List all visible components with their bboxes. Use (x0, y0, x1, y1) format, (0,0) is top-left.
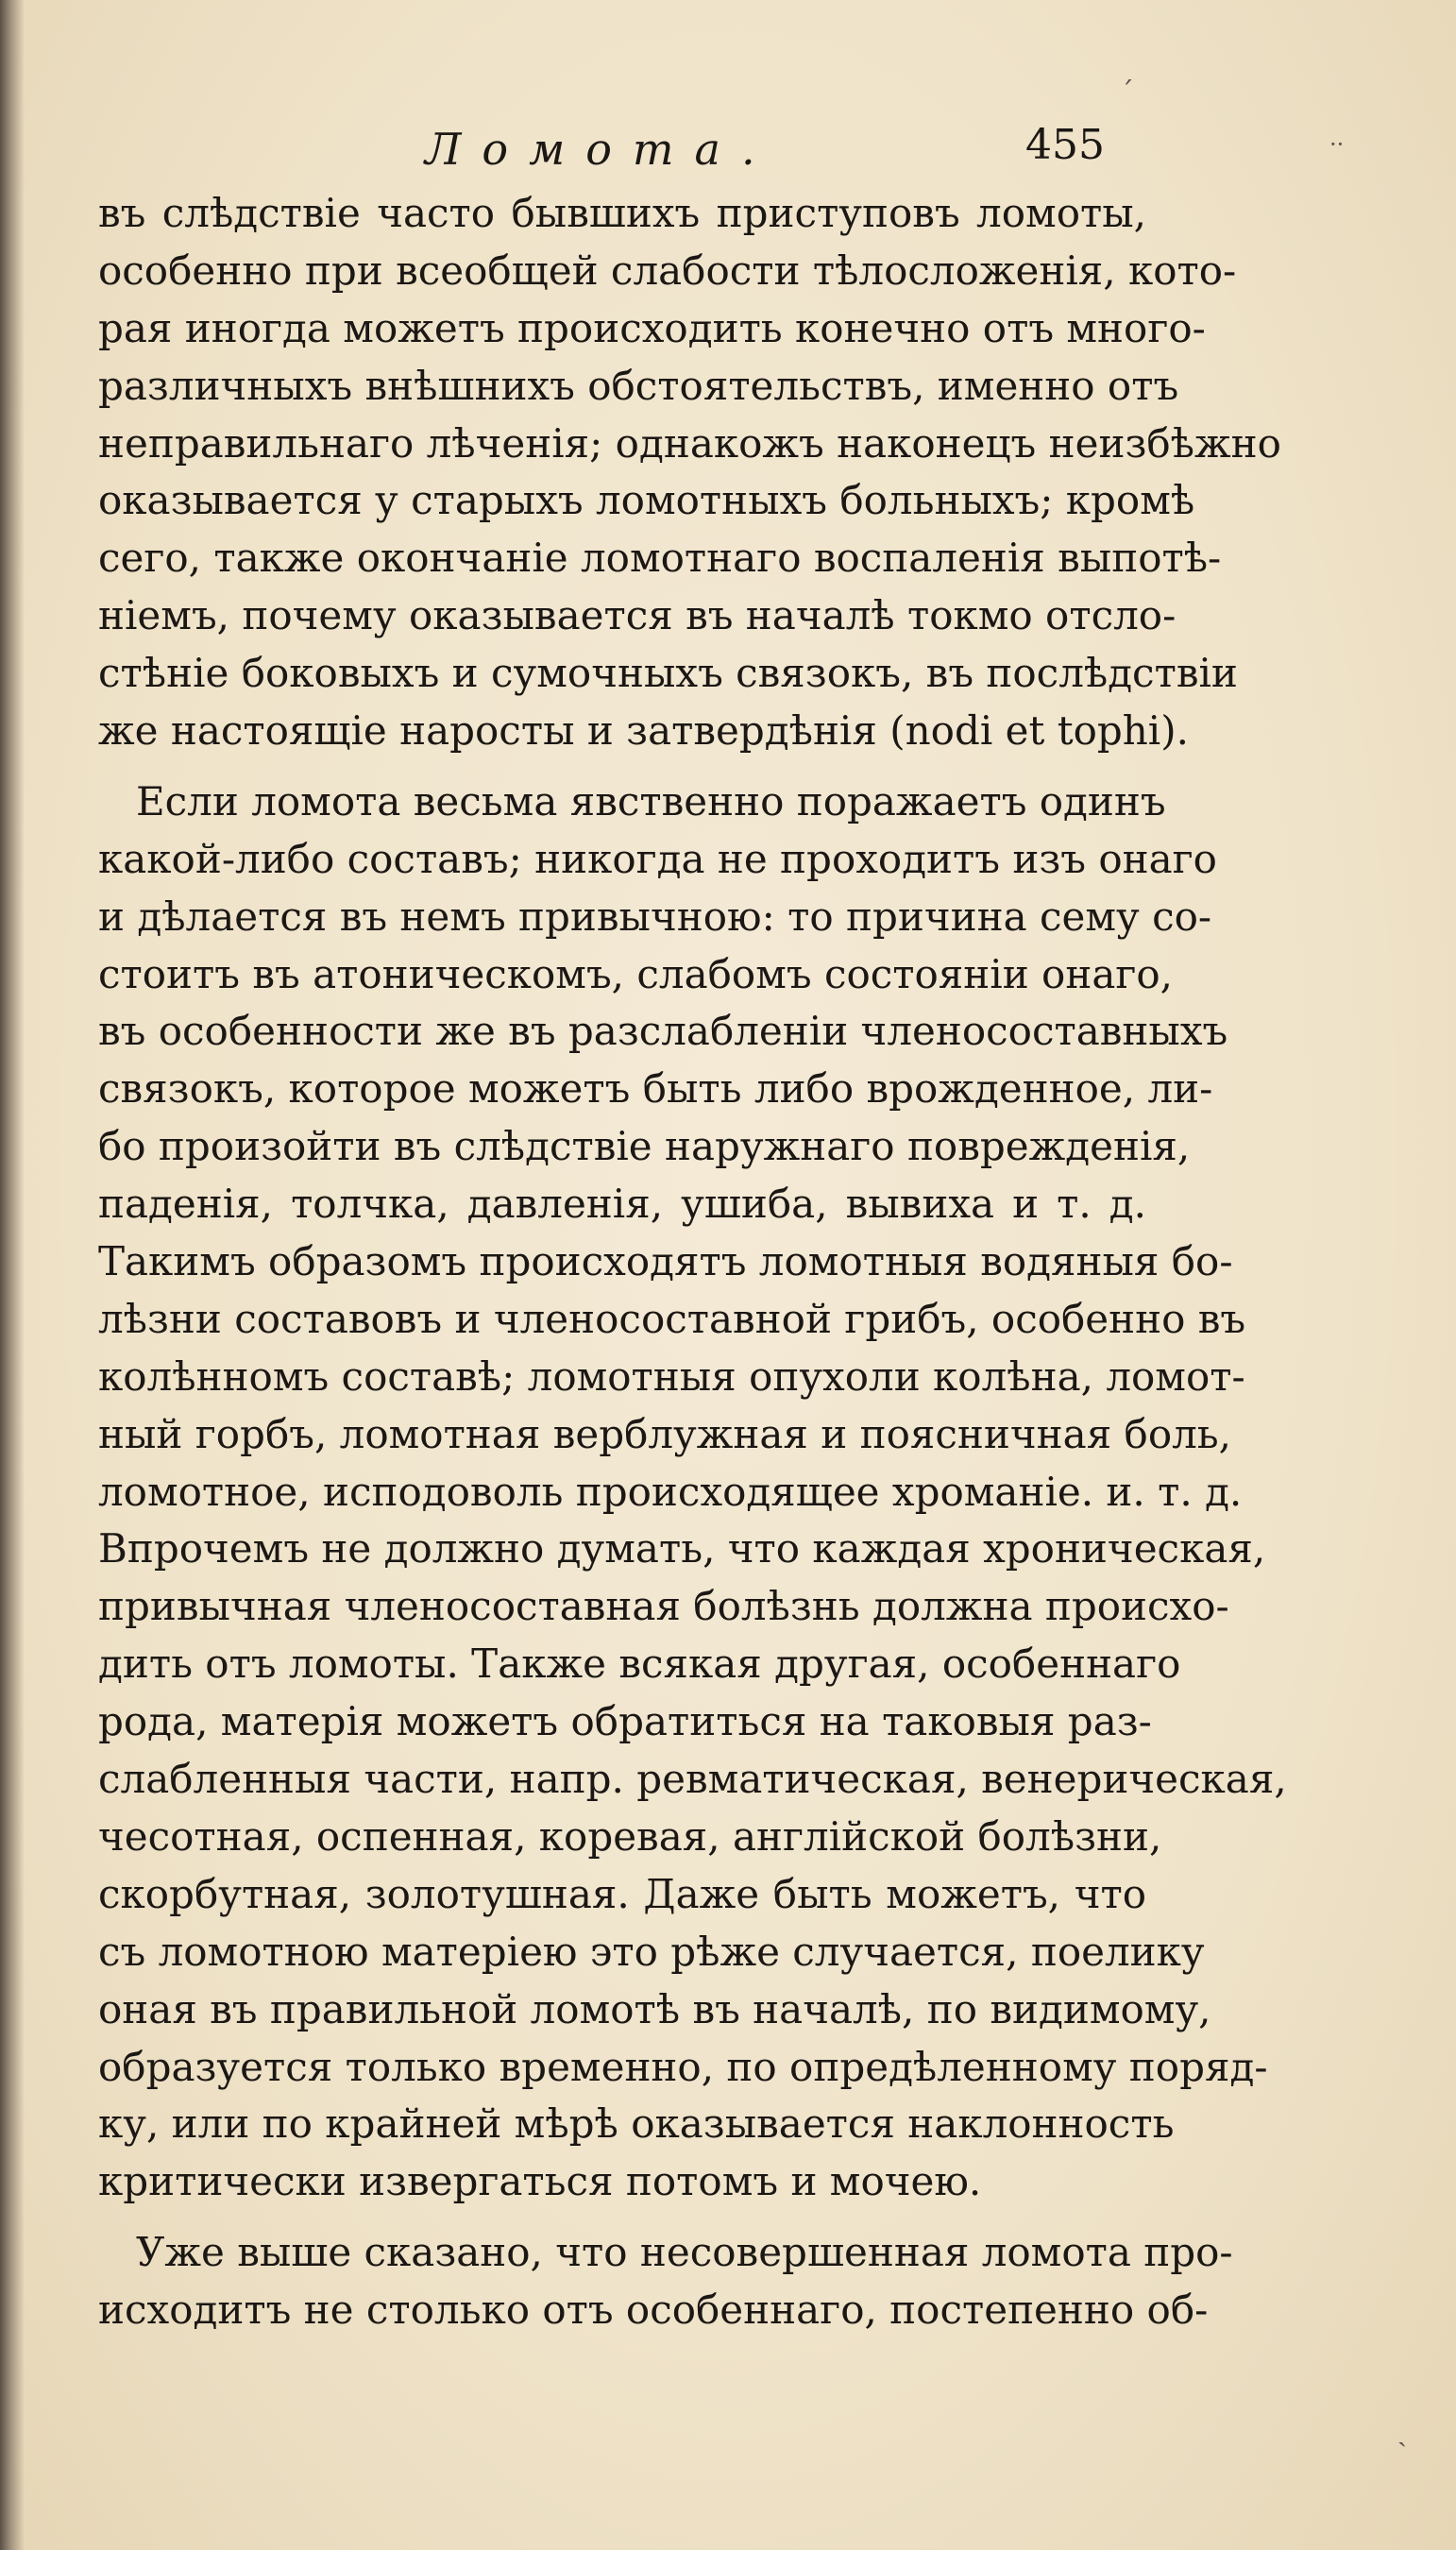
text-line: ніемъ, почему оказывается въ началѣ токмо отсло- (98, 592, 1177, 639)
running-title: Ломота. (425, 124, 776, 175)
text-line: различныхъ внѣшнихъ обстоятельствъ, именно отъ (98, 362, 1179, 409)
text-line: скорбутная, золотушная. Даже быть можетъ, что (98, 1870, 1146, 1917)
text-line: въ особенности же въ разслабленіи членосоставныхъ (98, 1008, 1228, 1055)
text-line: чесотная, оспенная, коревая, англійской болѣзни, (98, 1812, 1162, 1860)
text-line: въ слѣдствіе часто бывшихъ приступовъ ломоты, (98, 190, 1146, 236)
text-line: оказывается у старыхъ ломотныхъ больныхъ; кромѣ (98, 477, 1195, 524)
text-line: исходитъ не столько отъ особеннаго, постепенно об- (98, 2286, 1209, 2334)
text-line: лѣзни составовъ и членосоставной грибъ, особенно въ (98, 1295, 1246, 1342)
text-line: стѣніе боковыхъ и сумочныхъ связокъ, въ послѣдствіи (98, 650, 1238, 697)
body-text (98, 185, 1287, 2339)
text-line: привычная членосоставная болѣзнь должна происхо- (98, 1583, 1229, 1630)
text-line: стоитъ въ атоническомъ, слабомъ состояніи онаго, (98, 950, 1174, 997)
stray-mark: ˎ (1397, 2415, 1407, 2448)
text-line: рода, матерія можетъ обратиться на таковыя раз- (98, 1698, 1152, 1745)
text-line: Если ломота весьма явственно поражаетъ одинъ (136, 777, 1166, 824)
paragraph (98, 185, 1281, 760)
paragraph (98, 2224, 1233, 2339)
stray-mark: ˊ (1120, 76, 1134, 110)
text-line: дить отъ ломоты. Также всякая другая, особеннаго (98, 1640, 1181, 1688)
text-line: оная въ правильной ломотѣ въ началѣ, по видимому, (98, 1985, 1211, 2032)
page-edge-shadow (0, 0, 25, 2550)
text-line: же настоящіе наросты и затвердѣнія (nodi et tophi). (98, 707, 1189, 755)
page-number: 455 (1025, 121, 1105, 169)
paragraph (98, 774, 1287, 2211)
text-line: какой-либо составъ; никогда не проходитъ изъ онаго (98, 835, 1217, 882)
text-line: и дѣлается въ немъ привычною: то причина сему со- (98, 892, 1212, 940)
text-line: критически извергаться потомъ и мочею. (98, 2158, 982, 2205)
text-line: паденія, толчка, давленія, ушиба, вывиха и т. д. (98, 1181, 1146, 1228)
text-line: сего, также окончаніе ломотнаго воспаленія выпотѣ- (98, 535, 1222, 582)
text-line: Впрочемъ не должно думать, что каждая хроническая, (98, 1525, 1266, 1572)
text-line: рая иногда можетъ происходить конечно отъ много- (98, 304, 1206, 351)
text-line: неправильнаго лѣченія; однакожъ наконецъ неизбѣжно (98, 419, 1281, 467)
stray-dots: ·· (1329, 131, 1345, 158)
paragraph-gap (98, 2211, 1146, 2224)
text-line: особенно при всеобщей слабости тѣлосложенія, кото- (98, 246, 1237, 294)
text-line: Уже выше сказано, что несовершенная ломота про- (136, 2229, 1233, 2276)
paragraph-gap (98, 760, 1146, 774)
text-line: бо произойти въ слѣдствіе наружнаго поврежденія, (98, 1123, 1191, 1170)
text-line: ку, или по крайней мѣрѣ оказывается наклонность (98, 2100, 1175, 2148)
text-line: образуется только временно, по опредѣленному поряд- (98, 2043, 1268, 2090)
text-line: Такимъ образомъ происходятъ ломотныя водяныя бо- (98, 1238, 1233, 1285)
text-line: съ ломотною матеріею это рѣже случается, поелику (98, 1928, 1205, 1975)
text-line: ломотное, исподоволь происходящее хроманіе. и. т. д. (98, 1468, 1243, 1515)
text-line: связокъ, которое можетъ быть либо врожденное, ли- (98, 1065, 1213, 1113)
text-line: колѣнномъ составѣ; ломотныя опухоли колѣна, ломот- (98, 1352, 1245, 1400)
text-line: ный горбъ, ломотная верблужная и поясничная боль, (98, 1410, 1232, 1457)
text-line: слабленныя части, напр. ревматическая, венерическая, (98, 1756, 1287, 1803)
